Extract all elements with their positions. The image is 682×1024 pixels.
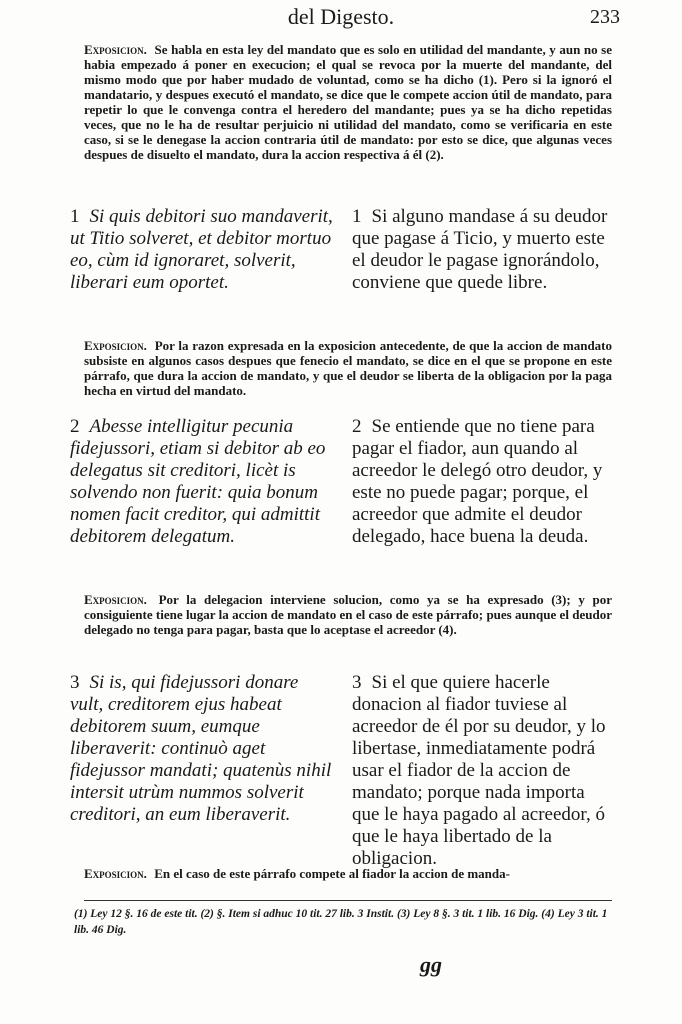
exposicion-label: Exposicion.: [84, 592, 147, 607]
spanish-text: Si alguno mandase á su deudor que pagase á Ticio, y muerto este el deudor le pagase ignorándolo, conviene que quede libre.: [352, 206, 608, 293]
footnotes: (1) Ley 12 §. 16 de este tit. (2) §. Item si adhuc 10 tit. 27 lib. 3 Instit. (3) Ley 8 §. 3 tit. 1 lib. 16 Dig. (4) Ley 3 tit. 1 lib. 46 Dig.: [74, 908, 608, 936]
law-number: 1: [352, 206, 362, 227]
latin-text-column: [70, 672, 336, 826]
exposicion-text: Por la delegacion interviene solucion, como ya se ha expresado (3); y por consiguiente tiene lugar la accion de mandato en el caso de este párrafo; pues aunque el deudor delegado no tenga para pagar, basta que lo aceptase el acreedor (4).: [84, 592, 613, 637]
spanish-text-column: [352, 206, 616, 294]
exposicion-text: Por la razon expresada en la exposicion antecedente, de que la accion de mandato subsiste en algunos casos despues que fenecio el mandato, se dice en el que se propone en este párrafo, que dura la accion de mandato, y que el deudor se liberta de la obligacion por la paga hecha en virtud del mandato.: [84, 338, 613, 398]
running-title: del Digesto.: [287, 4, 395, 29]
law-number: 2: [352, 416, 362, 437]
exposicion-label: Exposicion.: [84, 866, 147, 881]
exposicion-paragraph: [84, 592, 612, 637]
latin-text: Si is, qui fidejussori donare vult, creditorem ejus habeat debitorem suum, eumque liberaverit: continuò aget fidejussor mandati; quatenùs nihil intersit utrùm nummos solverit creditori, an eum liberaverit.: [70, 672, 332, 825]
latin-text-column: [70, 416, 336, 548]
law-number: 2: [70, 416, 80, 437]
spanish-text-column: [352, 672, 616, 870]
signature-mark: gg: [420, 952, 442, 977]
exposicion-paragraph: [84, 42, 612, 162]
page-number: 233: [590, 6, 620, 28]
spanish-text: Se entiende que no tiene para pagar el fiador, aun quando al acreedor le delegó otro deudor, y este no puede pagar; porque, el acreedor que admite el deudor delegado, hace buena la deuda.: [352, 416, 603, 547]
exposicion-text: Se habla en esta ley del mandato que es solo en utilidad del mandante, y aun no se habia empezado á poner en execucion; el qual se revoca por la muerte del mandante, del mismo modo que por haber mudado de voluntad, como se ha dicho (1). Pero si la ignoró el mandatario, y despues executó el mandato, se dice que le compete accion útil de mandato, para repetir lo que le convenga contra el heredero del mandante; pues ya se ha dicho repetidas veces, que no le ha de resultar perjuicio ni utilidad del mandato, como se verificaria en este caso, si se le denegase la accion contraria útil de mandato: por esto se dice, que algunas veces despues de disuelto el mandato, dura la accion respectiva á él (2).: [84, 42, 612, 162]
law-number: 1: [70, 206, 80, 227]
exposicion-paragraph: [84, 866, 612, 881]
latin-text-column: [70, 206, 336, 294]
exposicion-label: Exposicion.: [84, 338, 147, 353]
latin-text: Abesse intelligitur pecunia fidejussori, etiam si debitor ab eo delegatus sit creditori, licèt is solvendo non fuerit: quia bonum nomen facit creditor, qui admittit debitorem delegatum.: [70, 416, 326, 547]
footnote-divider: [84, 900, 612, 901]
exposicion-paragraph: [84, 338, 612, 398]
spanish-text: Si el que quiere hacerle donacion al fiador tuviese al acreedor de él por su deudor, y lo libertase, inmediatamente podrá usar el fiador de la accion de mandato; porque nada importa que le haya pagado al acreedor, ó que le haya libertado de la obligacion.: [352, 672, 606, 869]
spanish-text-column: [352, 416, 616, 548]
exposicion-label: Exposicion.: [84, 42, 147, 57]
page-header: [0, 4, 682, 34]
exposicion-text: En el caso de este párrafo compete al fiador la accion de manda-: [154, 866, 510, 881]
law-number: 3: [70, 672, 80, 693]
law-number: 3: [352, 672, 362, 693]
latin-text: Si quis debitori suo mandaverit, ut Titio solveret, et debitor mortuo eo, cùm id ignoraret, solverit, liberari eum oportet.: [70, 206, 333, 293]
